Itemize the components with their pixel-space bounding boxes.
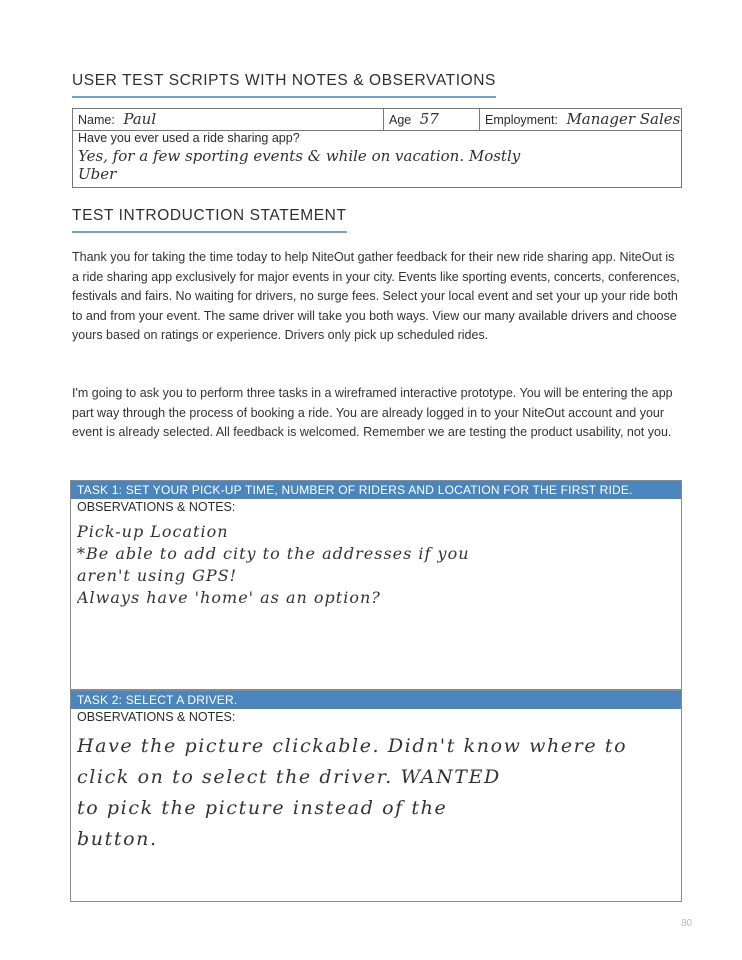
task-1-header: TASK 1: SET YOUR PICK-UP TIME, NUMBER OF RIDERS AND LOCATION FOR THE FIRST RIDE. [71,481,681,499]
task-2-notes-label: OBSERVATIONS & NOTES: [77,710,236,724]
name-label: Name: [78,113,115,127]
employment-value: Manager Sales [566,110,681,128]
task-1-note: Pick-up Location [77,522,229,541]
task-2-note: Have the picture clickable. Didn't know where to [77,735,628,757]
answer-line-2: Uber [78,165,117,183]
task-2-note: button. [77,828,158,850]
age-label: Age [389,113,412,127]
task-1-box [70,480,682,690]
page-number: 80 [681,918,693,929]
intro-heading: TEST INTRODUCTION STATEMENT [72,207,347,233]
task-1-note: Always have 'home' as an option? [77,588,381,607]
age-value: 57 [419,110,439,128]
answer-line-1: Yes, for a few sporting events & while on vacation. Mostly [78,147,521,165]
employment-cell [480,109,681,130]
employment-label: Employment: [485,113,558,127]
task-1-notes [77,521,673,609]
participant-row [73,109,681,131]
task-1-note: *Be able to add city to the addresses if you [77,544,470,563]
intro-paragraph-2: I'm going to ask you to perform three tasks in a wireframed interactive prototype. You will be entering the app part way through the process of booking a ride. You are already logged in to your NiteOut account and your event is already selected. All feedback is welcomed. Remember we are testing the product usability, not you. [72,386,673,439]
name-value: Paul [123,110,157,128]
age-cell [384,109,480,130]
page-title: USER TEST SCRIPTS WITH NOTES & OBSERVATIONS [72,72,496,98]
task-2-notes [77,731,673,855]
name-cell [73,109,384,130]
task-1-notes-label: OBSERVATIONS & NOTES: [77,500,236,514]
intro-paragraph-1: Thank you for taking the time today to help NiteOut gather feedback for their new ride sharing app. NiteOut is a ride sharing app exclusively for major events in your city. Events like sporting events, concerts, conferences, festivals and fairs. No waiting for drivers, no surge fees. Select your local event and set your up your ride both to and from your event. The same driver will take you both ways. View our many available drivers and choose yours based on ratings or experience. Drivers only pick up scheduled rides. [72,250,680,342]
task-1-note: aren't using GPS! [77,566,238,585]
participant-info-table [72,108,682,188]
task-2-note: to pick the picture instead of the [77,797,448,819]
task-2-box [70,690,682,902]
task-2-header: TASK 2: SELECT A DRIVER. [71,691,681,709]
ride-share-question: Have you ever used a ride sharing app? [78,131,300,145]
task-2-note: click on to select the driver. WANTED [77,766,501,788]
